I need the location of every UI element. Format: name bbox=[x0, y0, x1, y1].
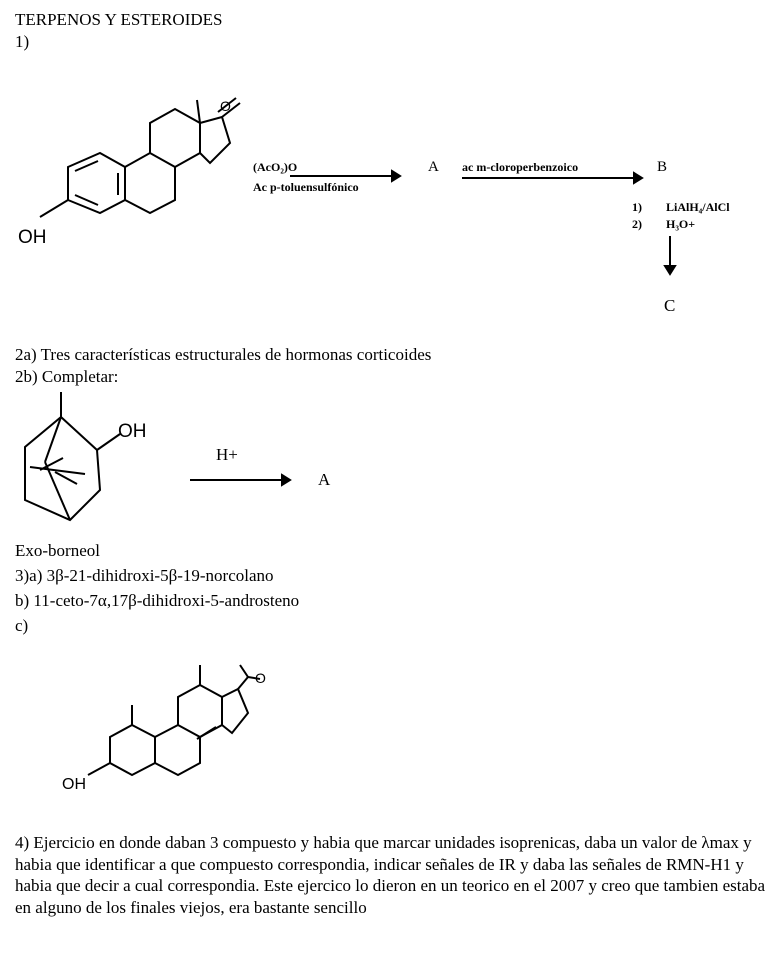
product-c-label: C bbox=[664, 296, 676, 315]
question-4: 4) Ejercicio en donde daban 3 compuesto y habia que marcar unidades isoprenicas, daba un valor de λmax y habia que identificar a que compuesto correspondia, indicar señales de IR y daba las señales de RMN-H1 y habia que decir a cual correspondia. Este ejercico lo dieron en un teorico en el 2007 y creo que tambien estaba en alguno de los finales viejos, era bastante sencillo bbox=[15, 833, 766, 917]
reagent-1-bottom: Ac p-toluensulfónico bbox=[253, 180, 359, 194]
acid-reagent: H+ bbox=[216, 445, 238, 464]
exo-borneol-caption: Exo-borneol bbox=[15, 541, 100, 560]
ketone-oxygen-label: O bbox=[220, 98, 231, 114]
step-1-reagent: LiAlH₄/AlCl bbox=[666, 200, 730, 214]
question-2b-prompt: 2b) Completar: bbox=[15, 367, 119, 386]
borneol-hydroxyl-label: OH bbox=[118, 421, 147, 442]
question-3b: b) 11-ceto-7α,17β-dihidroxi-5-androsteno bbox=[15, 591, 300, 610]
question-3c: c) bbox=[15, 616, 29, 635]
exo-borneol-structure bbox=[15, 392, 145, 532]
question-2a: 2a) Tres características estructurales de hormonas corticoides bbox=[15, 345, 432, 364]
step-1-number: 1) bbox=[632, 200, 642, 214]
carbonyl-oxygen-label: O bbox=[255, 670, 266, 686]
product-a-2b: A bbox=[318, 470, 331, 489]
step-2-reagent: H₃O+ bbox=[666, 217, 696, 231]
step-2-number: 2) bbox=[632, 217, 642, 231]
hydroxyl-label: OH bbox=[18, 227, 47, 248]
question-3a: 3)a) 3β-21-dihidroxi-5β-19-norcolano bbox=[15, 566, 274, 585]
product-b-label: B bbox=[657, 159, 668, 175]
reaction-arrow-2 bbox=[462, 172, 642, 184]
steroid-hydroxyl-label: OH bbox=[62, 776, 86, 793]
page-title: TERPENOS Y ESTEROIDES bbox=[15, 10, 223, 29]
reaction-arrow-down bbox=[664, 236, 676, 276]
reagent-1-top: (AcO₂)O bbox=[253, 160, 298, 174]
product-a-label: A bbox=[428, 159, 439, 175]
reagent-2: ac m-cloroperbenzoico bbox=[462, 160, 579, 174]
reaction-arrow-3 bbox=[190, 474, 290, 486]
question-1-number: 1) bbox=[15, 32, 30, 51]
